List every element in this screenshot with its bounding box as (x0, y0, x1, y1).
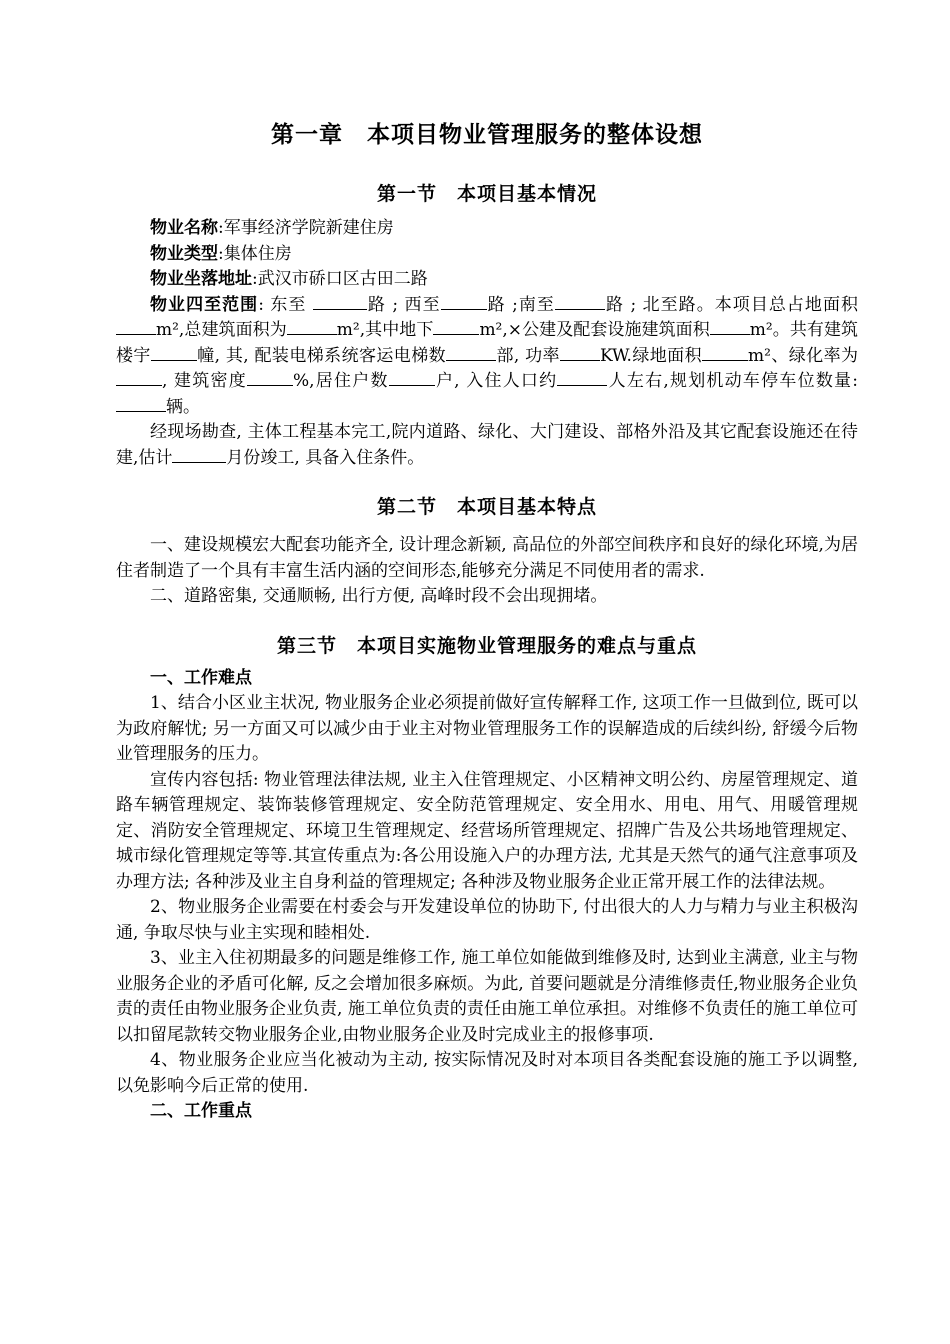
field-label: 物业类型 (150, 243, 218, 264)
fill-blank (151, 346, 197, 361)
scope-text: 人左右,规划机动车停车位数量: (607, 371, 859, 391)
scope-text: 辆。 (166, 396, 200, 417)
scope-text: 户, 入住人口约 (434, 371, 558, 391)
survey-text: 月份竣工, 具备入住条件。 (226, 447, 425, 468)
fill-blank (557, 371, 607, 386)
fill-blank (247, 371, 293, 386)
paragraph: 1、结合小区业主状况, 物业服务企业必须提前做好宣传解释工作, 这项工作一旦做到位, 既可以为政府解忧; 另一方面又可以减少由于业主对物业管理服务工作的误解造成的后续纠纷, 舒缓今后物业管理服务的压力。 (116, 693, 858, 764)
paragraph: 4、物业服务企业应当化被动为主动, 按实际情况及时对本项目各类配套设施的施工予以调整, 以免影响今后正常的使用. (116, 1050, 858, 1096)
scope-text: %,居住户数 (292, 371, 389, 391)
fill-blank (702, 346, 748, 361)
section1-title: 第一节 本项目基本情况 (376, 183, 597, 205)
field-label: 物业名称 (150, 218, 218, 238)
field-value: :军事经济学院新建住房 (218, 218, 394, 238)
scope-text: 路 ; 西至 (366, 294, 441, 315)
property-scope-paragraph (116, 293, 858, 421)
scope-text: KW.绿地面积 (599, 345, 703, 366)
chapter-title: 第一章 本项目物业管理服务的整体设想 (271, 122, 703, 148)
field-value: :武汉市硚口区古田二路 (252, 269, 428, 289)
scope-text: m²,其中地下 (336, 320, 434, 340)
subheading-key-points: 二、工作重点 (150, 1101, 252, 1121)
scope-label: 物业四至范围 (150, 294, 259, 315)
fill-blank (116, 371, 162, 386)
scope-text: 路 ;南至 (486, 294, 555, 315)
field-property-type (116, 242, 858, 268)
paragraph: 3、业主入住初期最多的问题是维修工作, 施工单位如能做到维修及时, 达到业主满意, 业主与物业服务企业的矛盾可化解, 反之会增加很多麻烦。为此, 首要问题就是分清维修责任,物业服务企业负责的责任由物业服务企业负责, 施工单位负责的责任由施工单位承担。对维修不负责任的施工单位可以扣留尾款转交物业服务企业,由物业服务企业及时完成业主的报修事项. (116, 948, 858, 1045)
fill-blank (116, 397, 166, 412)
fill-blank (116, 320, 156, 335)
scope-text: m²,×公建及配套设施建筑面积 (479, 320, 710, 340)
field-property-name (116, 216, 858, 242)
fill-blank (710, 320, 750, 335)
fill-blank (560, 346, 600, 361)
paragraph: 一、建设规模宏大配套功能齐全, 设计理念新颖, 高品位的外部空间秩序和良好的绿化环境,为居住者制造了一个具有丰富生活内涵的空间形态,能够充分满足不同使用者的需求. (116, 535, 858, 581)
section3-title: 第三节 本项目实施物业管理服务的难点与重点 (276, 634, 697, 657)
scope-text: 路 ; 北至路。本项目总占地面积 (604, 294, 858, 315)
fill-blank (441, 295, 487, 310)
field-property-address (116, 267, 858, 293)
scope-text: m²、绿化率为 (748, 345, 859, 366)
scope-text: m²,总建筑面积为 (156, 320, 287, 340)
document-body (116, 118, 858, 1125)
fill-blank (172, 448, 226, 463)
fill-blank (555, 295, 605, 310)
paragraph: 2、物业服务企业需要在村委会与开发建设单位的协助下, 付出很大的人力与精力与业主积极沟通, 争取尽快与业主实现和睦相处. (116, 897, 858, 943)
fill-blank (313, 295, 367, 310)
paragraph: 二、道路密集, 交通顺畅, 出行方便, 高峰时段不会出现拥堵。 (150, 586, 608, 606)
scope-text: 幢, 其, 配装电梯系统客运电梯数 (196, 345, 447, 366)
site-survey-paragraph (116, 420, 858, 471)
paragraph: 宣传内容包括: 物业管理法律法规, 业主入住管理规定、小区精神文明公约、房屋管理规定、道路车辆管理规定、装饰装修管理规定、安全防范管理规定、安全用水、用电、用气、用暖管理规定、消防安全管理规定、环境卫生管理规定、经营场所管理规定、招牌广告及公共场地管理规定、城市绿化管理规定等等.其宣传重点为:各公用设施入户的办理方法, 尤其是天然气的通气注意事项及办理方法; 各种涉及业主自身利益的管理规定; 各种涉及物业服务企业正常开展工作的法律法规。 (116, 769, 858, 892)
field-label: 物业坐落地址 (150, 269, 252, 289)
scope-text: m²。共有建筑楼宇 (116, 320, 859, 366)
scope-text: 部, 功率 (496, 345, 560, 366)
scope-text: , 建筑密度 (162, 371, 247, 391)
field-value: :集体住房 (218, 243, 292, 264)
scope-text: : 东至 (258, 294, 313, 315)
fill-blank (433, 320, 479, 335)
fill-blank (287, 320, 337, 335)
section2-title: 第二节 本项目基本特点 (376, 496, 597, 518)
survey-text: 经现场勘查, 主体工程基本完工,院内道路、绿化、大门建设、部格外沿及其它配套设施还在待建,估计 (116, 422, 858, 468)
fill-blank (389, 371, 435, 386)
fill-blank (446, 346, 496, 361)
subheading-difficulties: 一、工作难点 (150, 667, 252, 688)
